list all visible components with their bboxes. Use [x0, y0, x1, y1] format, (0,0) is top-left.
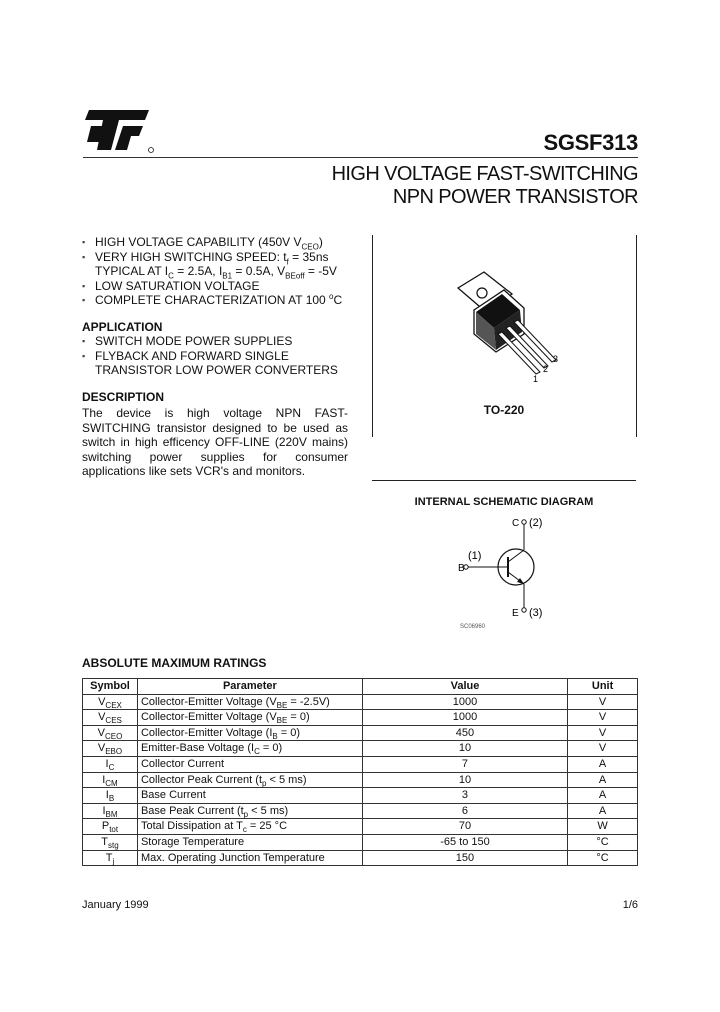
feature-item: ▪ LOW SATURATION VOLTAGE — [82, 278, 260, 293]
description-text: The device is high voltage NPN FAST-SWITCHING transistor designed to be used as switch in high efficency OFF-LINE (220V mains) switching power supplies for consumer applications like sets VCR's and monitors. — [82, 406, 348, 479]
header-parameter: Parameter — [137, 679, 362, 695]
value-cell: 6 — [362, 803, 567, 819]
unit-cell: V — [568, 694, 638, 710]
symbol-cell: $T_j$ — [83, 850, 138, 866]
symbol-cell: $V_{CES}$ — [83, 710, 138, 726]
feature-item: TYPICAL AT $I_C = 2.5A$, $I_{B1} = 0.5A$, $V_{BEoff} = -5V$ — [95, 264, 337, 281]
emitter-pin: (3) — [529, 607, 543, 619]
collector-label: C — [512, 518, 520, 529]
bullet-icon: ▪ — [82, 237, 86, 247]
schematic-title: INTERNAL SCHEMATIC DIAGRAM — [414, 496, 594, 508]
header-unit: Unit — [568, 679, 638, 695]
emitter-label: E — [512, 608, 519, 619]
parameter-cell: Collector-Emitter Voltage $(I_B = 0)$ — [137, 725, 362, 741]
feature-list — [82, 235, 347, 308]
pin-label: 2 — [543, 364, 549, 374]
value-cell: 70 — [362, 819, 567, 835]
title-line-2: NPN POWER TRANSISTOR — [392, 186, 638, 208]
header-value: Value — [362, 679, 567, 695]
feature-item: ▪ HIGH VOLTAGE CAPABILITY (450V $V_{CEO}$) — [82, 235, 323, 252]
table-row — [83, 850, 638, 866]
symbol-cell: $P_{tot}$ — [83, 819, 138, 835]
unit-cell: °C — [568, 850, 638, 866]
value-cell: 10 — [362, 772, 567, 788]
st-logo — [83, 106, 155, 154]
ratings-table — [82, 678, 638, 866]
unit-cell: V — [568, 710, 638, 726]
bullet-icon: ▪ — [82, 251, 86, 262]
table-row — [83, 694, 638, 710]
value-cell: 10 — [362, 741, 567, 757]
parameter-cell: Collector Peak Current ($t_p < 5$ ms) — [137, 772, 362, 788]
value-cell: 450 — [362, 725, 567, 741]
schematic-ref: SC06960 — [460, 624, 486, 630]
pin-label: 1 — [533, 374, 539, 384]
unit-cell: V — [568, 741, 638, 757]
unit-cell: A — [568, 788, 638, 804]
parameter-cell: Base Current — [137, 788, 362, 804]
unit-cell: °C — [568, 834, 638, 850]
value-cell: 150 — [362, 850, 567, 866]
unit-cell: W — [568, 819, 638, 835]
application-item: ▪ FLYBACK AND FORWARD SINGLE — [82, 348, 289, 363]
symbol-cell: $V_{CEX}$ — [83, 694, 138, 710]
base-pin: (1) — [468, 550, 482, 562]
footer-date: January 1999 — [82, 899, 149, 911]
value-cell: -65 to 150 — [362, 834, 567, 850]
application-list — [82, 334, 347, 378]
header-rule — [83, 157, 638, 158]
bullet-icon: ▪ — [82, 280, 86, 291]
table-row — [83, 772, 638, 788]
to220-package-drawing — [440, 262, 580, 384]
unit-cell: A — [568, 772, 638, 788]
parameter-cell: Storage Temperature — [137, 834, 362, 850]
feature-item: ▪ COMPLETE CHARACTERIZATION AT 100 $^o$C — [82, 292, 343, 307]
symbol-cell: $T_{stg}$ — [83, 834, 138, 850]
collector-pin: (2) — [529, 517, 543, 529]
table-row — [83, 803, 638, 819]
value-cell: 3 — [362, 788, 567, 804]
bullet-icon: ▪ — [82, 295, 86, 305]
parameter-cell: Max. Operating Junction Temperature — [137, 850, 362, 866]
table-row — [83, 710, 638, 726]
part-number: SGSF313 — [543, 130, 638, 155]
symbol-cell: $V_{CEO}$ — [83, 725, 138, 741]
application-item: ▪ SWITCH MODE POWER SUPPLIES — [82, 334, 293, 348]
footer-page-number: 1/6 — [622, 899, 638, 911]
application-heading: APPLICATION — [82, 320, 163, 334]
table-row — [83, 834, 638, 850]
value-cell: 1000 — [362, 710, 567, 726]
bullet-icon: ▪ — [82, 350, 86, 361]
unit-cell: A — [568, 756, 638, 772]
unit-cell: A — [568, 803, 638, 819]
package-label: TO-220 — [483, 403, 525, 417]
symbol-cell: $I_{BM}$ — [83, 803, 138, 819]
application-item: TRANSISTOR LOW POWER CONVERTERS — [95, 363, 338, 377]
description-heading: DESCRIPTION — [82, 390, 165, 404]
parameter-cell: Collector-Emitter Voltage $(V_{BE} = 0)$ — [137, 710, 362, 726]
package-frame-right — [636, 235, 637, 437]
parameter-cell: Total Dissipation at $T_c = 25$ °C — [137, 819, 362, 835]
npn-transistor-symbol — [454, 512, 564, 632]
symbol-cell: $V_{EBO}$ — [83, 741, 138, 757]
pin-label: 3 — [553, 354, 559, 364]
unit-cell: V — [568, 725, 638, 741]
parameter-cell: Collector Current — [137, 756, 362, 772]
parameter-cell: Collector-Emitter Voltage $(V_{BE} = -2.5V)$ — [137, 694, 362, 710]
feature-item: ▪ VERY HIGH SWITCHING SPEED: $t_f = 35ns$ — [82, 249, 329, 266]
base-label: B — [458, 563, 465, 574]
table-header-row — [83, 679, 638, 695]
table-row — [83, 741, 638, 757]
symbol-cell: $I_{CM}$ — [83, 772, 138, 788]
parameter-cell: Base Peak Current ($t_p < 5$ ms) — [137, 803, 362, 819]
parameter-cell: Emitter-Base Voltage $(I_C = 0)$ — [137, 741, 362, 757]
table-row — [83, 725, 638, 741]
value-cell: 7 — [362, 756, 567, 772]
table-row — [83, 756, 638, 772]
header-symbol: Symbol — [83, 679, 138, 695]
title-line-1: HIGH VOLTAGE FAST-SWITCHING — [331, 163, 638, 185]
ratings-title: ABSOLUTE MAXIMUM RATINGS — [82, 656, 267, 670]
table-row — [83, 788, 638, 804]
symbol-cell: $I_C$ — [83, 756, 138, 772]
symbol-cell: $I_B$ — [83, 788, 138, 804]
value-cell: 1000 — [362, 694, 567, 710]
bullet-icon: ▪ — [82, 336, 86, 346]
table-row — [83, 819, 638, 835]
